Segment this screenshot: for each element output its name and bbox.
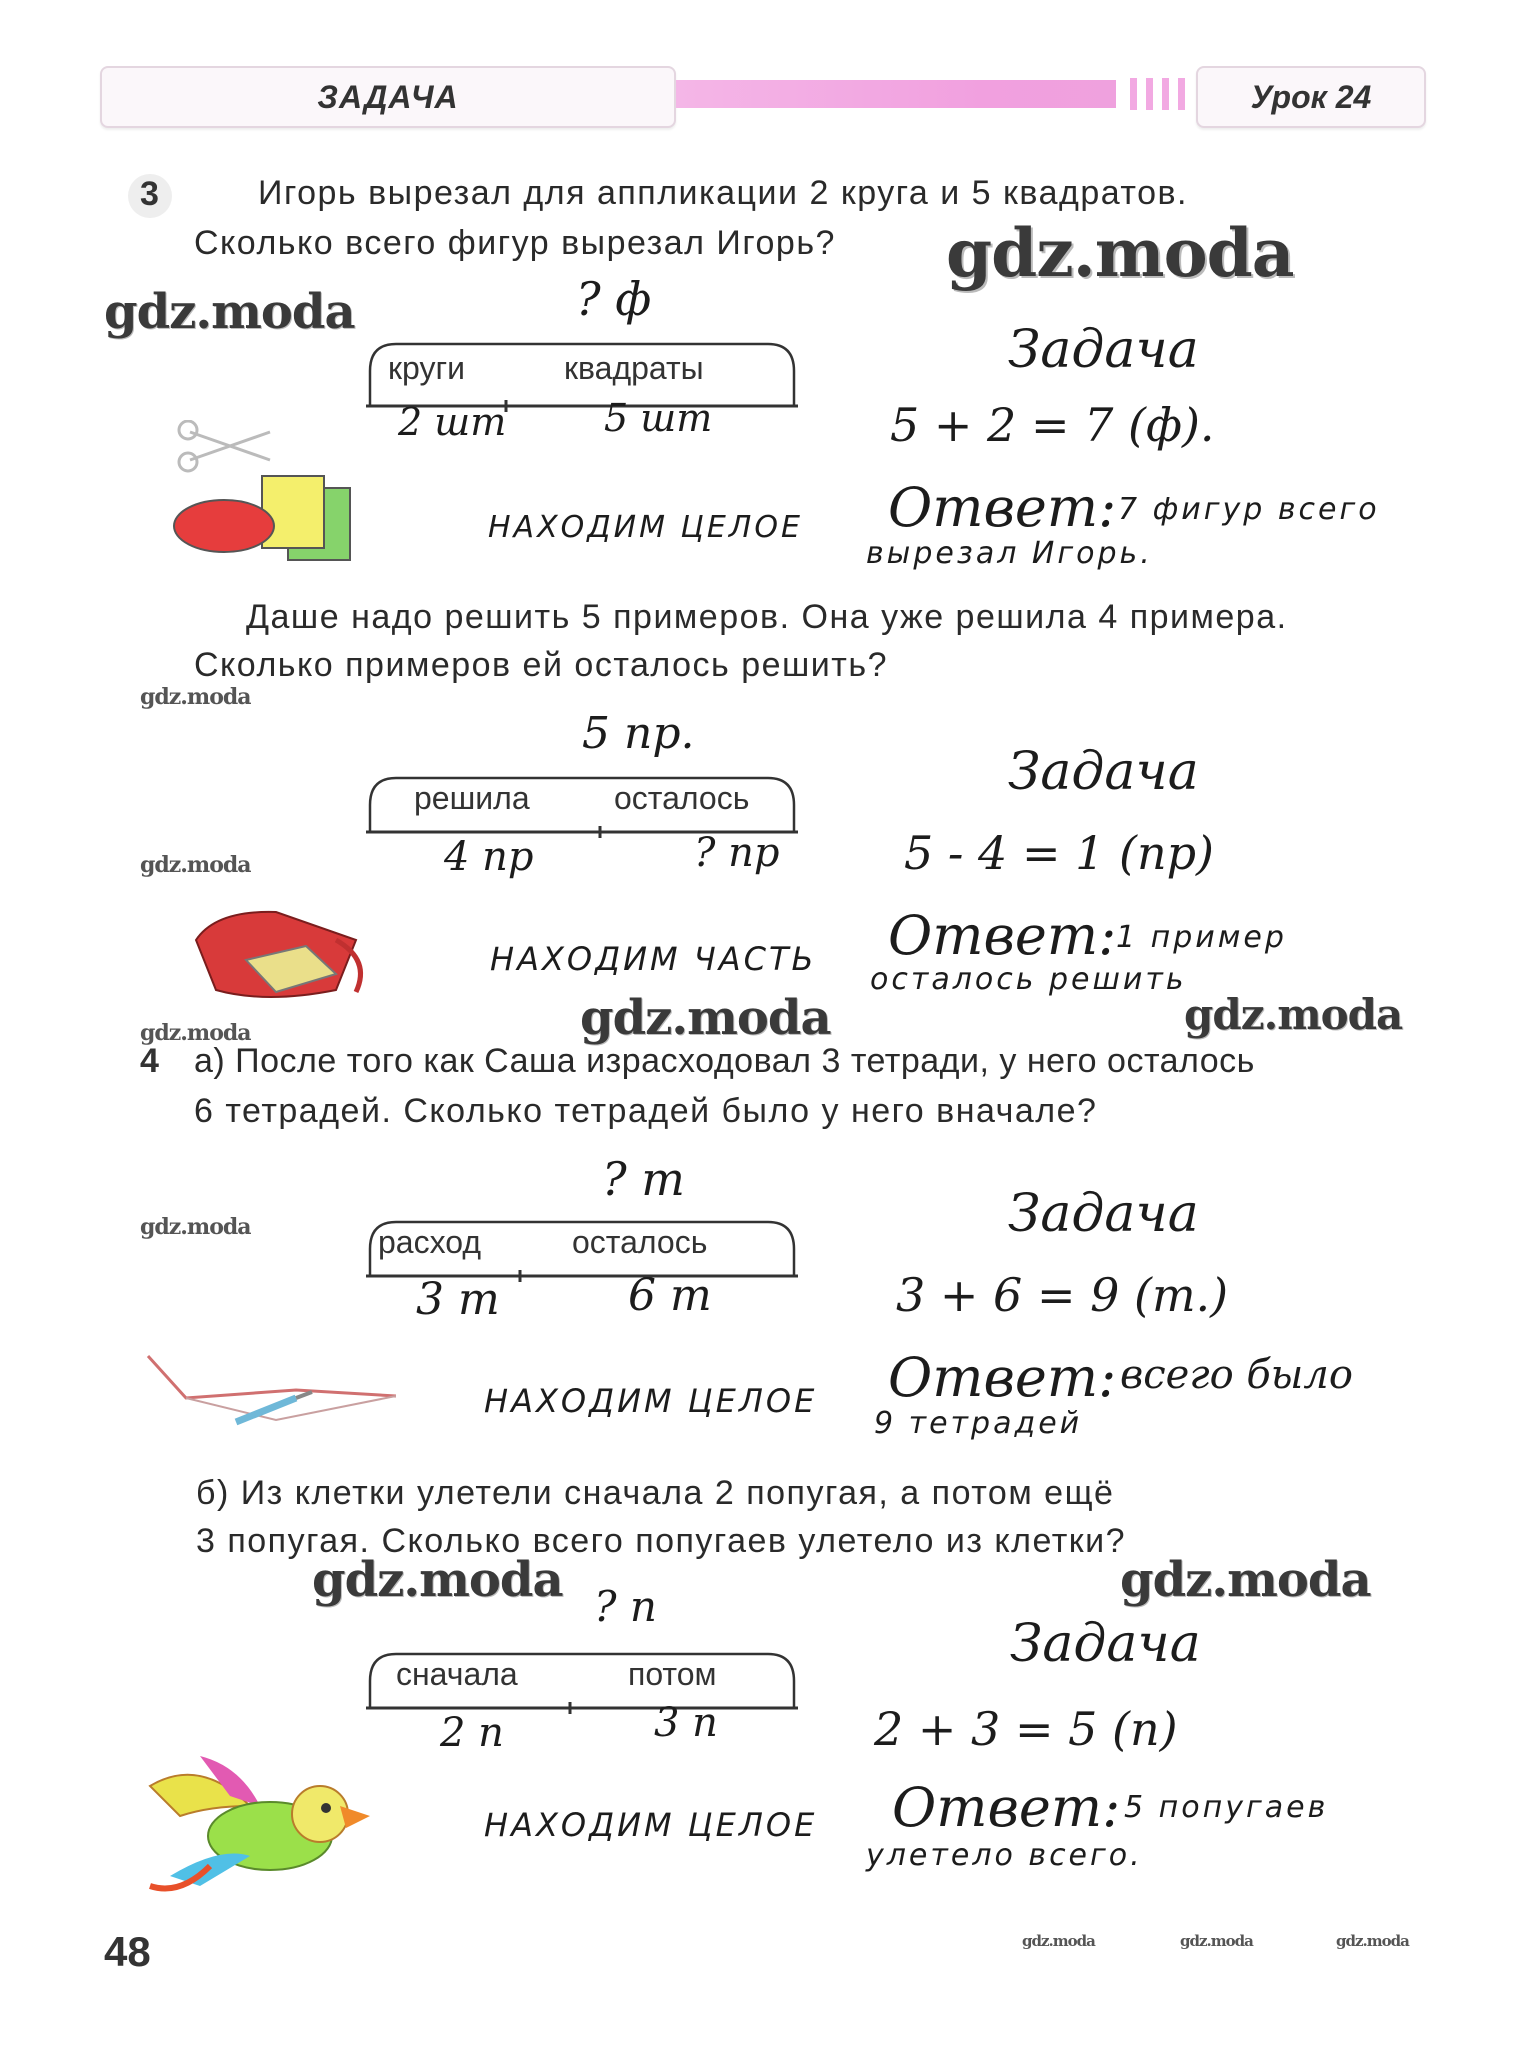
header-lesson: Урок 24 (1250, 79, 1372, 115)
watermark: gdz.moda (1022, 1932, 1095, 1950)
scissors-shapes-icon (170, 420, 370, 570)
segment-left-value: 2 п (440, 1710, 504, 1756)
watermark: gdz.moda (140, 1020, 251, 1046)
solution-title: Задача (1008, 742, 1199, 802)
watermark: gdz.moda (1336, 1932, 1409, 1950)
solution-equation: 3 + 6 = 9 (т.) (896, 1268, 1229, 1322)
segment-right-label: потом (628, 1656, 717, 1692)
segment-left-label: круги (388, 350, 465, 386)
segment-right-label: квадраты (564, 350, 704, 386)
task3-1-text-line2: Сколько всего фигур вырезал Игорь? (194, 224, 836, 262)
solution-method: НАХОДИМ ЦЕЛОЕ (484, 1806, 818, 1844)
task-number: 3 (140, 175, 159, 213)
task3-2-text-line2: Сколько примеров ей осталось решить? (194, 646, 888, 684)
notebook-pen-icon (146, 1346, 396, 1436)
header-decor-stripe (1162, 78, 1169, 110)
watermark: gdz.moda (140, 1214, 251, 1240)
answer-line2: 9 тетрадей (874, 1406, 1083, 1441)
watermark: gdz.moda (580, 990, 831, 1046)
diagram-total: 5 пр. (582, 708, 695, 759)
watermark: gdz.moda (104, 284, 355, 340)
answer-line1: 7 фигур всего (1118, 492, 1380, 527)
header-decor-stripe (1178, 78, 1185, 110)
answer-line1: 1 пример (1116, 920, 1287, 955)
segment-right-label: осталось (614, 780, 750, 816)
watermark: gdz.moda (1180, 1932, 1253, 1950)
solution-equation: 5 + 2 = 7 (ф). (890, 398, 1215, 452)
task4-b-text-line1: б) Из клетки улетели сначала 2 попугая, а потом ещё (196, 1474, 1115, 1512)
answer-line2: улетело всего. (866, 1838, 1143, 1873)
watermark: gdz.moda (140, 684, 251, 710)
answer-label: Ответ: (888, 904, 1117, 967)
segment-left-label: решила (414, 780, 530, 816)
segment-left-label: сначала (396, 1656, 518, 1692)
answer-label: Ответ: (888, 1346, 1117, 1409)
header-decor-stripe (1146, 78, 1153, 110)
bag-illustration (186, 900, 376, 1015)
solution-title: Задача (1008, 1184, 1199, 1244)
watermark: gdz.moda (140, 852, 251, 878)
segment-left-value: 4 пр (444, 834, 534, 880)
segment-left-label: расход (378, 1224, 481, 1260)
school-bag-icon (186, 900, 376, 1010)
figures-illustration (170, 420, 370, 575)
header-lesson-box (1196, 66, 1426, 128)
diagram-total: ? ф (576, 272, 652, 326)
notebook-illustration (146, 1346, 396, 1441)
header-title-box (100, 66, 676, 128)
segment-left-value: 3 т (416, 1274, 500, 1325)
solution-title: Задача (1010, 1614, 1201, 1674)
solution-equation: 5 - 4 = 1 (пр) (904, 826, 1214, 880)
solution-equation: 2 + 3 = 5 (п) (874, 1702, 1178, 1756)
solution-title: Задача (1008, 320, 1199, 380)
task-number: 4 (140, 1042, 159, 1080)
parrot-illustration (140, 1746, 380, 1901)
answer-line2: вырезал Игорь. (866, 536, 1153, 571)
segment-right-value: 5 шт (604, 396, 713, 440)
header-decor-bar (676, 80, 1116, 108)
solution-method: НАХОДИМ ЦЕЛОЕ (484, 1382, 818, 1420)
answer-label: Ответ: (888, 476, 1117, 539)
page-number: 48 (104, 1928, 151, 1975)
task3-1-text-line1: Игорь вырезал для аппликации 2 круга и 5 квадратов. (258, 174, 1189, 212)
answer-line1: всего было (1120, 1352, 1353, 1398)
segment-right-value: 3 п (654, 1700, 718, 1746)
watermark: gdz.moda (1120, 1552, 1371, 1608)
segment-right-value: ? пр (694, 830, 780, 876)
task4-a-text-line1: а) После того как Саша израсходовал 3 тетради, у него осталось (194, 1042, 1255, 1080)
diagram-total: ? п (594, 1582, 657, 1631)
answer-label: Ответ: (892, 1776, 1121, 1839)
watermark: gdz.moda (946, 214, 1294, 292)
task3-2-text-line1: Даше надо решить 5 примеров. Она уже решила 4 примера. (246, 598, 1288, 636)
segment-diagram (366, 1646, 798, 1736)
watermark: gdz.moda (1184, 990, 1403, 1039)
task4-a-text-line2: 6 тетрадей. Сколько тетрадей было у него вначале? (194, 1092, 1098, 1130)
task4-b-text-line2: 3 попугая. Сколько всего попугаев улетело из клетки? (196, 1522, 1127, 1560)
solution-method: НАХОДИМ ЦЕЛОЕ (488, 510, 803, 545)
parrot-icon (140, 1746, 380, 1896)
diagram-total: ? т (602, 1152, 685, 1206)
watermark: gdz.moda (312, 1552, 563, 1608)
header-title: ЗАДАЧА (317, 79, 459, 115)
answer-line2: осталось решить (870, 962, 1187, 997)
segment-right-value: 6 т (628, 1270, 712, 1321)
header-decor-stripe (1130, 78, 1137, 110)
answer-line1: 5 попугаев (1124, 1790, 1329, 1825)
segment-left-value: 2 шт (398, 400, 507, 444)
segment-right-label: осталось (572, 1224, 708, 1260)
solution-method: НАХОДИМ ЧАСТЬ (490, 940, 817, 978)
